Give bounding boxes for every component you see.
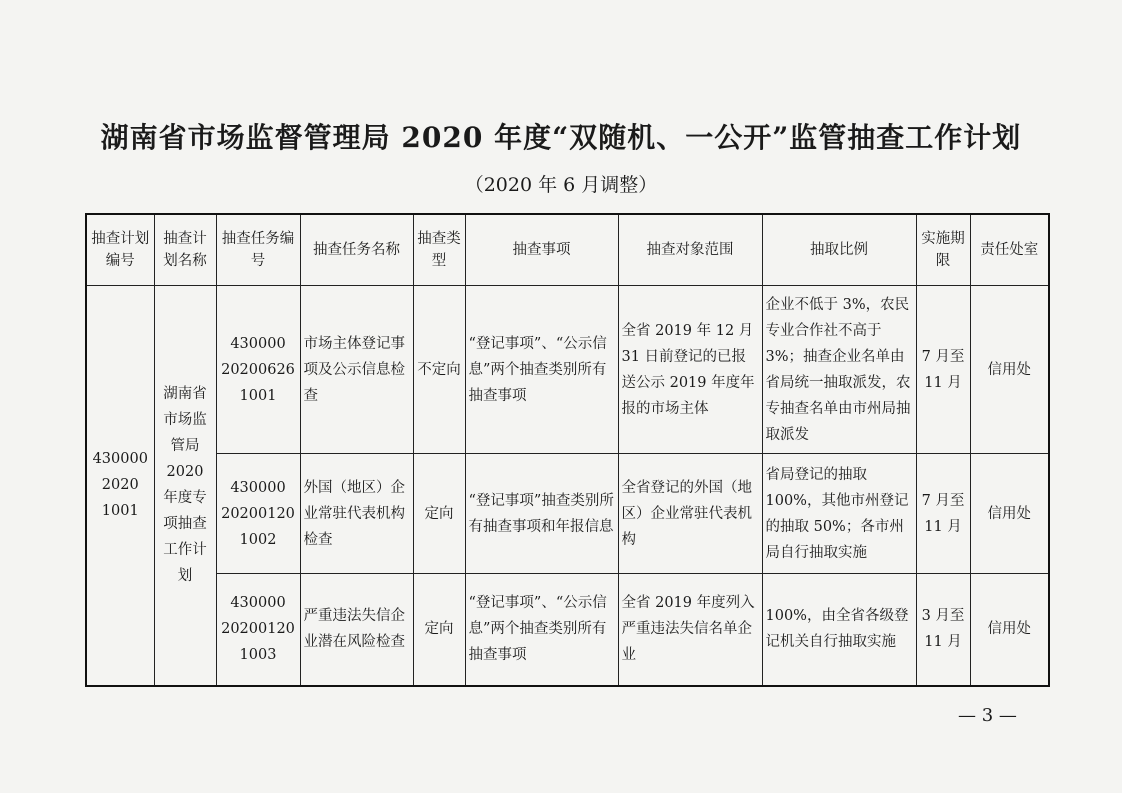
dept-cell: 信用处 [970, 454, 1049, 574]
period-cell: 7 月至 11 月 [916, 454, 970, 574]
header-items: 抽查事项 [465, 214, 618, 286]
table-row [86, 454, 1049, 574]
type-cell: 定向 [413, 454, 465, 574]
task-no-cell: 430000 20200626 1001 [216, 286, 300, 454]
header-task-no: 抽查任务编号 [216, 214, 300, 286]
period-cell: 3 月至 11 月 [916, 574, 970, 686]
task-name-cell: 市场主体登记事项及公示信息检查 [300, 286, 413, 454]
header-dept: 责任处室 [970, 214, 1049, 286]
task-name-cell: 严重违法失信企业潜在风险检查 [300, 574, 413, 686]
header-scope: 抽查对象范围 [618, 214, 762, 286]
page-number: — 3 — [958, 705, 1017, 726]
type-cell: 不定向 [413, 286, 465, 454]
scope-cell: 全省登记的外国（地区）企业常驻代表机构 [618, 454, 762, 574]
ratio-cell: 企业不低于 3%，农民专业合作社不高于 3%；抽查企业名单由省局统一抽取派发，农专抽查名单由市州局抽取派发 [762, 286, 916, 454]
plan-table [85, 213, 1050, 687]
dept-cell: 信用处 [970, 574, 1049, 686]
header-plan-no: 抽查计划编号 [86, 214, 154, 286]
type-cell: 定向 [413, 574, 465, 686]
scope-cell: 全省 2019 年 12 月 31 日前登记的已报送公示 2019 年度年报的市场主体 [618, 286, 762, 454]
task-no-cell: 430000 20200120 1002 [216, 454, 300, 574]
header-type: 抽查类型 [413, 214, 465, 286]
table-row [86, 574, 1049, 686]
header-task-name: 抽查任务名称 [300, 214, 413, 286]
task-no-cell: 430000 20200120 1003 [216, 574, 300, 686]
header-ratio: 抽取比例 [762, 214, 916, 286]
plan-name-cell: 湖南省市场监管局 2020 年度专项抽查工作计划 [154, 286, 216, 686]
items-cell: “登记事项”、“公示信息”两个抽查类别所有抽查事项 [465, 574, 618, 686]
task-name-cell: 外国（地区）企业常驻代表机构检查 [300, 454, 413, 574]
items-cell: “登记事项”抽查类别所有抽查事项和年报信息 [465, 454, 618, 574]
dept-cell: 信用处 [970, 286, 1049, 454]
ratio-cell: 100%，由全省各级登记机关自行抽取实施 [762, 574, 916, 686]
scope-cell: 全省 2019 年度列入严重违法失信名单企业 [618, 574, 762, 686]
page-subtitle: （2020 年 6 月调整） [464, 174, 658, 196]
page-title: 湖南省市场监督管理局 2020 年度“双随机、一公开”监管抽查工作计划 [100, 121, 1022, 154]
items-cell: “登记事项”、“公示信息”两个抽查类别所有抽查事项 [465, 286, 618, 454]
ratio-cell: 省局登记的抽取 100%，其他市州登记的抽取 50%；各市州局自行抽取实施 [762, 454, 916, 574]
period-cell: 7 月至 11 月 [916, 286, 970, 454]
plan-no-cell: 430000 2020 1001 [86, 286, 154, 686]
table-row [86, 286, 1049, 454]
header-period: 实施期限 [916, 214, 970, 286]
table-header-row [86, 214, 1049, 286]
header-plan-name: 抽查计划名称 [154, 214, 216, 286]
